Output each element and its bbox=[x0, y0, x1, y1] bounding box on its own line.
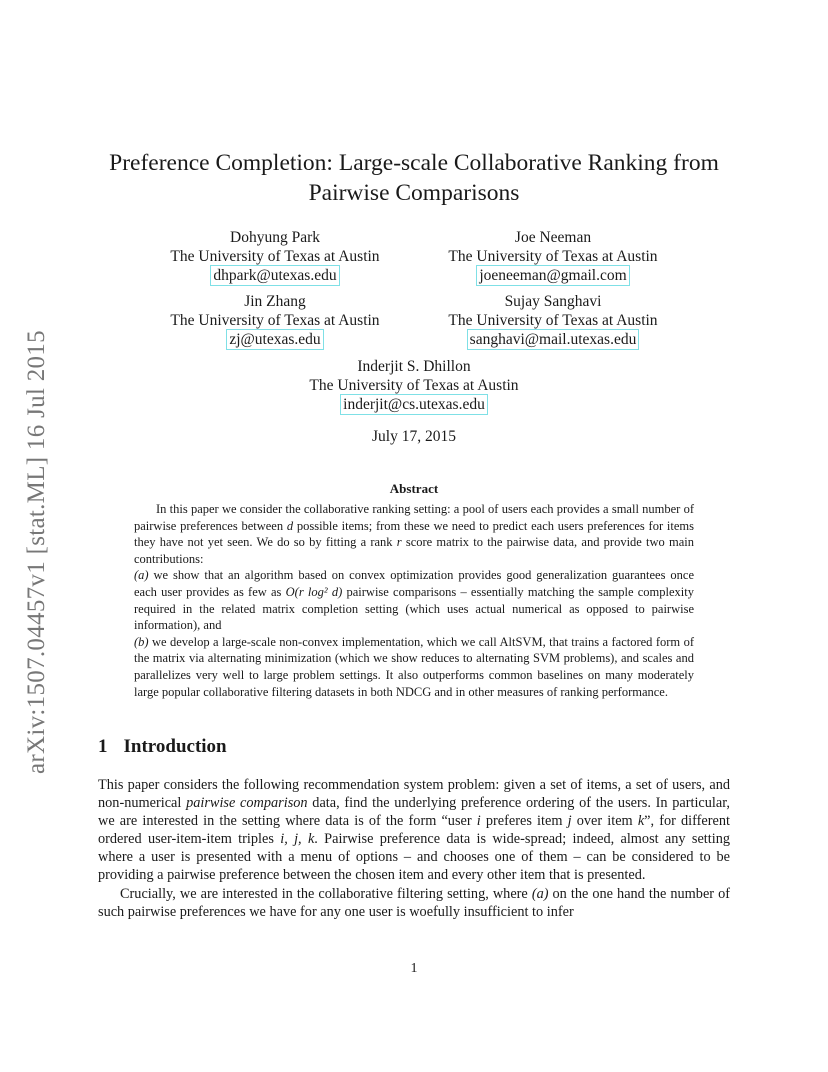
body-paragraph: This paper considers the following recommendation system problem: given a set of items, a set of users, and non-numerical pairwise comparison data, find the underlying preference ordering of the users. In particular, we are interested in the setting where data is of the form “user i preferes item j over item k”, for different ordered user-item-item triples i, j, k. Pairwise preference data is wide-spread; indeed, almost any setting where a user is presented with a menu of options – and chooses one of them – can be considered to be providing a pairwise preference between the chosen item and every other item that is presented. bbox=[98, 777, 730, 884]
author-affiliation: The University of Texas at Austin bbox=[448, 312, 658, 329]
introduction-body bbox=[98, 776, 730, 921]
section-heading bbox=[98, 736, 227, 758]
author-email-link[interactable]: sanghavi@mail.utexas.edu bbox=[469, 331, 637, 348]
abstract-paragraph: In this paper we consider the collaborative ranking setting: a pool of users each provides a small number of pairwise preferences between d possible items; from these we need to predict each users preferences for items they have not yet seen. We do so by fitting a rank r score matrix to the pairwise data, and provide two main contributions: bbox=[134, 502, 694, 566]
author-block bbox=[150, 292, 400, 349]
author-affiliation: The University of Texas at Austin bbox=[448, 248, 658, 265]
author-block bbox=[428, 228, 678, 285]
author-name: Jin Zhang bbox=[244, 293, 306, 310]
paper-title: Preference Completion: Large-scale Collaborative Ranking from Pairwise Comparisons bbox=[109, 150, 719, 206]
body-paragraph: Crucially, we are interested in the collaborative filtering setting, where (a) on the one hand the number of such pairwise preferences we have for any one user is woefully insufficient to infer bbox=[98, 885, 730, 920]
author-email-link[interactable]: dhpark@utexas.edu bbox=[213, 267, 337, 284]
page-number: 1 bbox=[410, 961, 418, 976]
arxiv-identifier: arXiv:1507.04457v1 [stat.ML] 16 Jul 2015 bbox=[23, 330, 50, 774]
author-name: Inderjit S. Dhillon bbox=[357, 358, 471, 375]
author-block bbox=[264, 357, 564, 414]
section-title: Introduction bbox=[123, 736, 227, 757]
author-name: Sujay Sanghavi bbox=[504, 293, 602, 310]
author-block bbox=[428, 292, 678, 349]
author-block bbox=[150, 228, 400, 285]
publication-date: July 17, 2015 bbox=[372, 428, 456, 445]
author-affiliation: The University of Texas at Austin bbox=[170, 312, 380, 329]
abstract-body bbox=[134, 501, 694, 700]
author-email-link[interactable]: inderjit@cs.utexas.edu bbox=[343, 396, 485, 413]
author-email-link[interactable]: zj@utexas.edu bbox=[229, 331, 321, 348]
section-number: 1 bbox=[98, 736, 108, 757]
author-affiliation: The University of Texas at Austin bbox=[309, 377, 519, 394]
abstract-paragraph: (a) we show that an algorithm based on convex optimization provides good generalization guarantees once each user provides as few as O(r log² d) pairwise comparisons – essentially matching the sample complexity required in the related matrix completion setting (which uses actual numerical as opposed to pairwise information), and bbox=[134, 568, 694, 633]
abstract-paragraph: (b) we develop a large-scale non-convex implementation, which we call AltSVM, that trains a factored form of the matrix via alternating minimization (which we show reduces to alternating SVM problems), and scales and parallelizes very well to large problem settings. It also outperforms common baselines on many moderately large popular collaborative filtering datasets in both NDCG and in other measures of ranking performance. bbox=[134, 634, 694, 699]
author-name: Dohyung Park bbox=[230, 229, 320, 246]
author-affiliation: The University of Texas at Austin bbox=[170, 248, 380, 265]
arxiv-stamp bbox=[14, 290, 58, 780]
abstract-heading: Abstract bbox=[389, 481, 439, 496]
author-name: Joe Neeman bbox=[514, 229, 592, 246]
author-email-link[interactable]: joeneeman@gmail.com bbox=[479, 267, 627, 284]
